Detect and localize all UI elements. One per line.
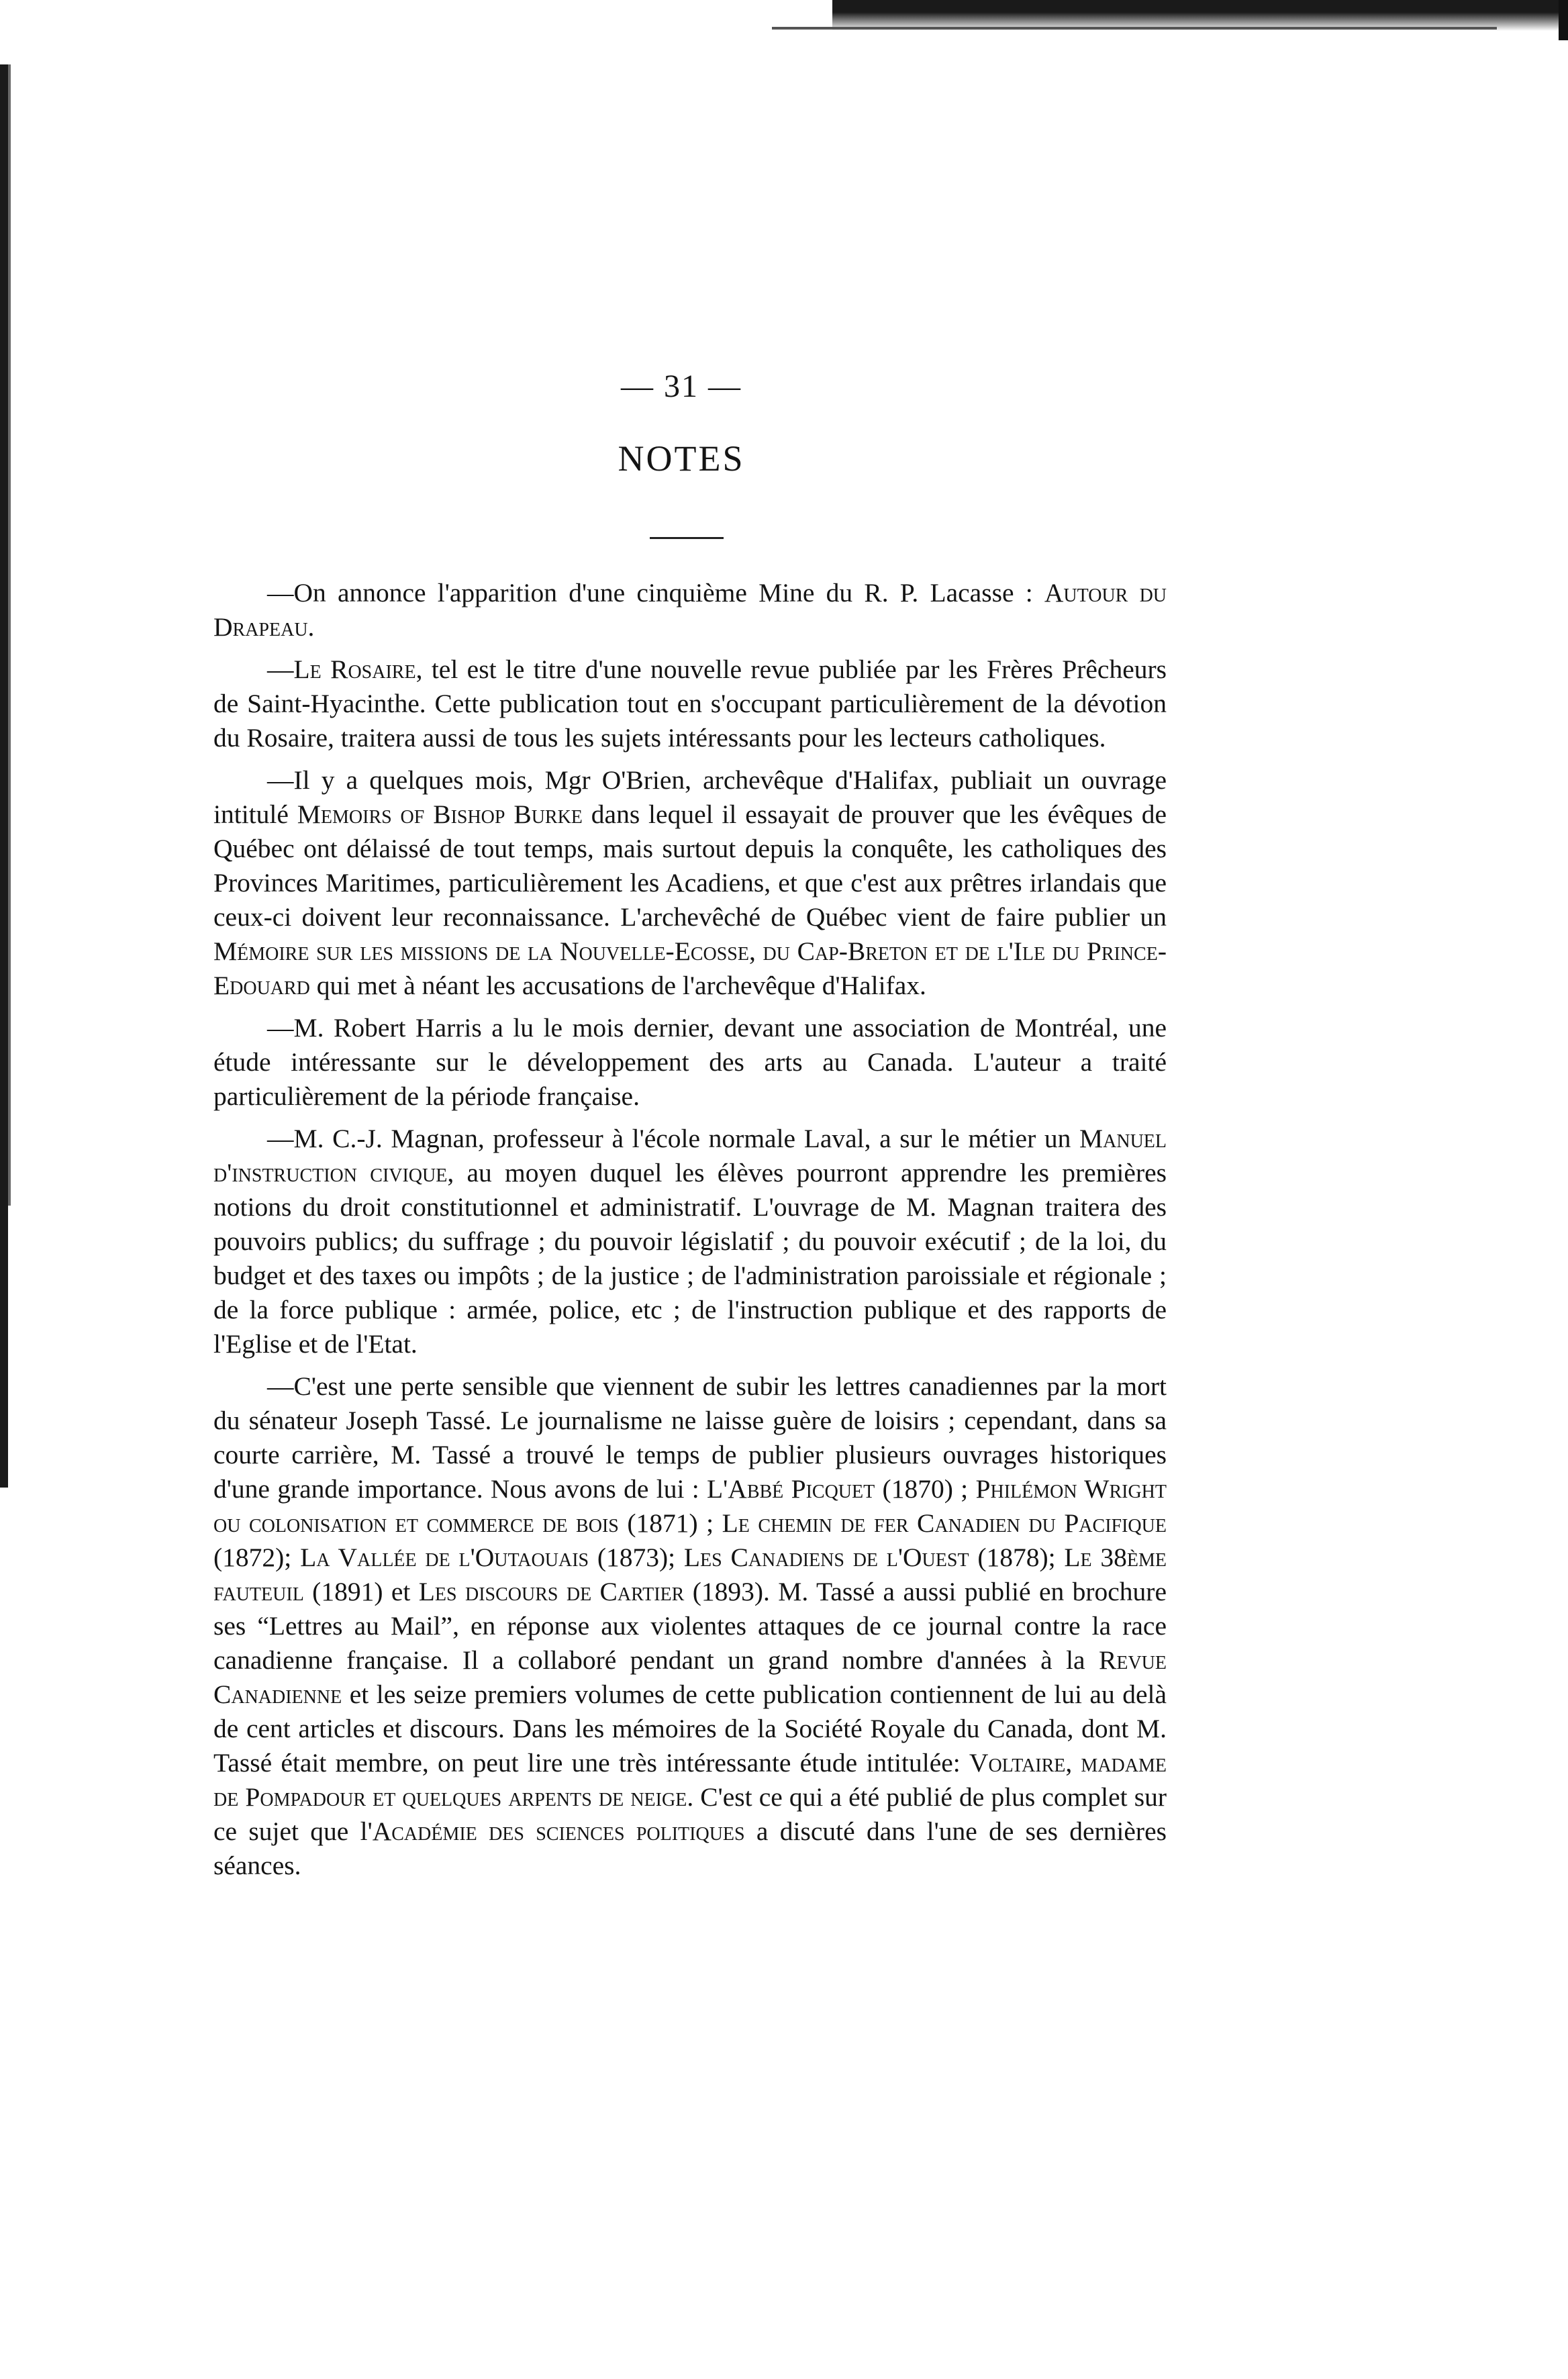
note-text: (1871) ;: [618, 1508, 722, 1538]
note-text: —: [267, 654, 294, 684]
page-number: — 31 —: [621, 369, 742, 404]
scan-edge-top-line: [772, 27, 1497, 30]
note-text: dans lequel il essayait de prouver que les évêques de Québec ont délaissé de tout temps, mais surtout depuis la conquête, les catholiques des Provinces Maritimes, particulièrement les Acadiens, et que c'est aux prêtres irlandais que ceux-ci doivent leur reconnaissance. L'archevêché de Québec vient de faire publier un: [213, 799, 1167, 932]
note-paragraph: [213, 1011, 1167, 1114]
note-title-text: Voltaire, madame de Pompadour et quelques arpents de neige: [213, 1748, 1167, 1812]
note-text: (1870) ;: [875, 1474, 976, 1504]
note-text: —C'est une perte sensible que viennent de subir les lettres canadiennes par la mort du sénateur Joseph Tassé. Le journalisme ne laisse guère de loisirs ; cependant, dans sa courte carrière, M. Tassé a trouvé le temps de publier plusieurs ouvrages historiques d'une grande importance. Nous avons de lui :: [213, 1371, 1167, 1504]
note-text: —M. C.-J. Magnan, professeur à l'école normale Laval, a sur le métier un: [267, 1124, 1079, 1153]
note-text: . C'est ce qui a été publié de plus complet sur ce sujet que l': [213, 1782, 1167, 1846]
note-title-text: La Vallée de l'Outaouais: [300, 1543, 589, 1572]
note-title-text: Revue Canadienne: [213, 1645, 1167, 1709]
note-paragraph: [213, 1122, 1167, 1361]
notes-body: [213, 576, 1167, 1891]
note-text: (1873);: [589, 1543, 684, 1572]
note-text: —Il y a quelques mois, Mgr O'Brien, archevêque d'Halifax, publiait un ouvrage intitulé: [213, 765, 1167, 829]
note-text: qui met à néant les accusations de l'archevêque d'Halifax.: [309, 971, 926, 1000]
note-text: a discuté dans l'une de ses dernières séances.: [213, 1816, 1167, 1880]
page-title: NOTES: [618, 438, 745, 479]
note-title-text: Le 38ème fauteuil: [213, 1543, 1167, 1606]
note-text: , tel est le titre d'une nouvelle revue publiée par les Frères Prêcheurs de Saint-Hyacinthe. Cette publication tout en s'occupant particulièrement de la dévotion du Rosaire, traitera aussi de tous les sujets intéressants pour les lecteurs catholiques.: [213, 654, 1167, 752]
note-title-text: Le chemin de fer Canadien du Pacifique: [722, 1508, 1167, 1538]
note-title-text: Philémon Wright ou colonisation et commerce de bois: [213, 1474, 1167, 1538]
note-paragraph: [213, 1369, 1167, 1883]
note-text: (1878);: [969, 1543, 1065, 1572]
note-paragraph: [213, 763, 1167, 1003]
note-text: (1893). M. Tassé a aussi publié en brochure ses “Lettres au Mail”, en réponse aux violentes attaques de ce journal contre la race canadienne française. Il a collaboré pendant un grand nombre d'années à la: [213, 1577, 1167, 1675]
note-text: .: [307, 612, 315, 642]
scan-edge-left: [0, 64, 8, 1488]
note-title-text: Académie des sciences politiques: [372, 1816, 745, 1846]
scan-edge-right: [1559, 0, 1568, 40]
note-title-text: L'Abbé Picquet: [707, 1474, 875, 1504]
note-title-text: Autour du Drapeau: [213, 578, 1167, 642]
scan-edge-left-shadow: [8, 64, 11, 1206]
note-title-text: Les Canadiens de l'Ouest: [683, 1543, 969, 1572]
note-text: , au moyen duquel les élèves pourront apprendre les premières notions du droit constitutionnel et administratif. L'ouvrage de M. Magnan traitera des pouvoirs publics; du suffrage ; du pouvoir législatif ; du pouvoir exécutif ; de la loi, du budget et des taxes ou impôts ; de la justice ; de l'administration paroissiale et régionale ; de la force publique : armée, police, etc ; de l'instruction publique et des rapports de l'Eglise et de l'Etat.: [213, 1158, 1167, 1359]
note-text: (1891) et: [303, 1577, 419, 1606]
note-title-text: Les discours de Cartier: [418, 1577, 685, 1606]
note-title-text: Mémoire sur les missions de la Nouvelle-Ecosse, du Cap-Breton et de l'Ile du Prince-Edouard: [213, 936, 1167, 1000]
note-text: —On annonce l'apparition d'une cinquième Mine du R. P. Lacasse :: [267, 578, 1044, 608]
note-text: (1872);: [213, 1543, 301, 1572]
note-title-text: Manuel d'instruction civique: [213, 1124, 1167, 1187]
note-title-text: Le Rosaire: [293, 654, 416, 684]
note-title-text: Memoirs of Bishop Burke: [297, 799, 583, 829]
note-paragraph: [213, 576, 1167, 644]
note-text: et les seize premiers volumes de cette publication contiennent de lui au delà de cent articles et discours. Dans les mémoires de la Société Royale du Canada, dont M. Tassé était membre, on peut lire une très intéressante étude intitulée:: [213, 1680, 1167, 1778]
note-text: —M. Robert Harris a lu le mois dernier, devant une association de Montréal, une étude intéressante sur le développement des arts au Canada. L'auteur a traité particulièrement de la période française.: [213, 1013, 1167, 1111]
title-rule: [650, 537, 724, 539]
note-paragraph: [213, 652, 1167, 755]
